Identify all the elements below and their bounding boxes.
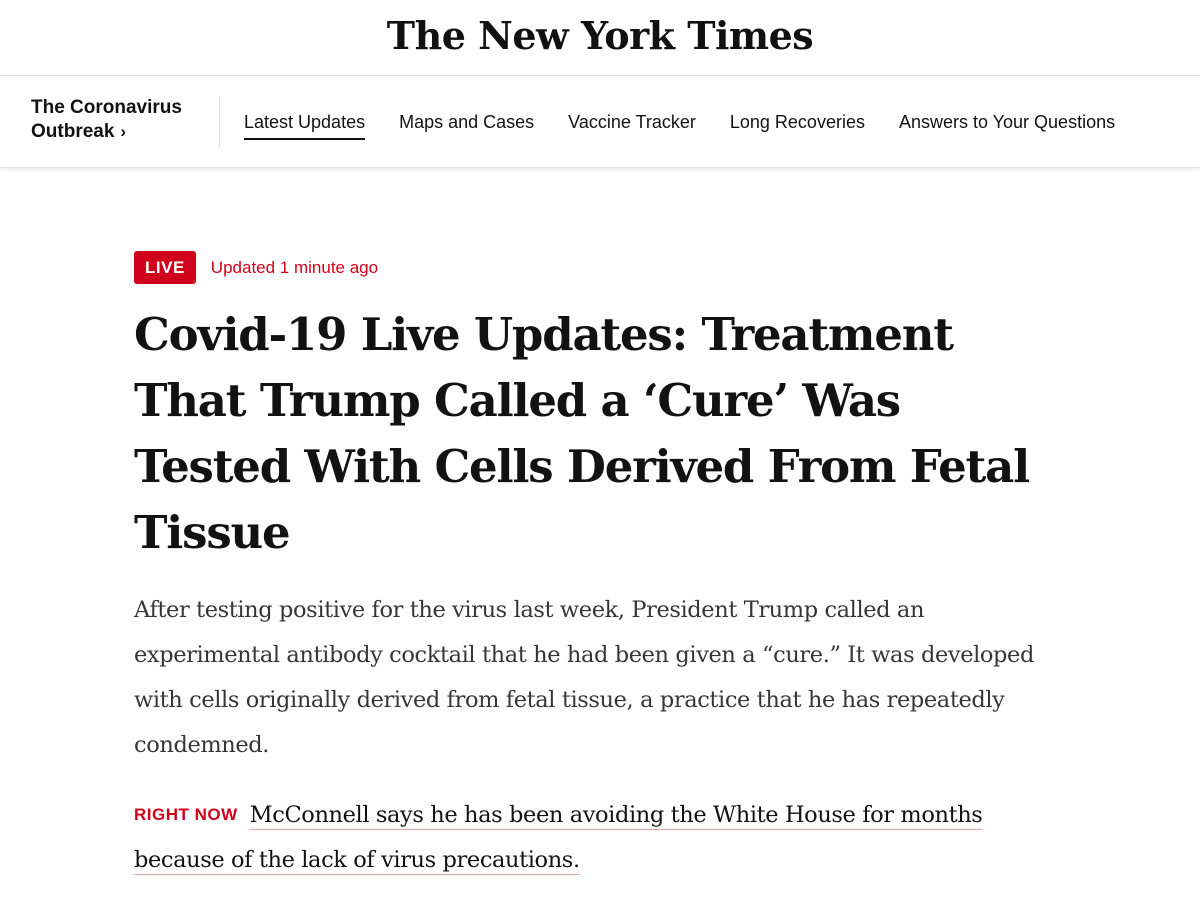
live-badge: LIVE [134, 251, 196, 284]
right-now-label: RIGHT NOW [134, 805, 238, 824]
tab-maps-and-cases[interactable]: Maps and Cases [399, 112, 535, 132]
tab-long-recoveries[interactable]: Long Recoveries [729, 112, 865, 132]
nav-divider [219, 96, 220, 148]
section-title-line2: Outbreak › [31, 121, 127, 142]
right-now-block [134, 792, 1034, 883]
chevron-right-icon: › [120, 122, 127, 141]
masthead [0, 0, 1200, 76]
section-title-link[interactable] [31, 96, 182, 144]
tab-vaccine-tracker[interactable]: Vaccine Tracker [568, 112, 696, 132]
section-title-line1: The Coronavirus [31, 97, 182, 118]
section-nav [0, 76, 1200, 168]
article-headline: Covid-19 Live Updates: Treatment That Trump Called a ‘Cure’ Was Tested With Cells Derived From Fetal Tissue [134, 308, 1029, 559]
updated-timestamp: Updated 1 minute ago [210, 257, 379, 277]
tab-answers-to-your-questions[interactable]: Answers to Your Questions [898, 112, 1116, 132]
section-tabs [244, 110, 1115, 140]
right-now-link[interactable]: McConnell says he has been avoiding the White House for months because of the lack of virus precautions. [134, 802, 983, 873]
article-summary: After testing positive for the virus last week, President Trump called an experimental antibody cocktail that he had been given a “cure.” It was developed with cells originally derived from fetal tissue, a practice that he has repeatedly condemned. [134, 597, 1034, 758]
tab-latest-updates[interactable]: Latest Updates [244, 110, 365, 140]
nyt-logo[interactable]: The New York Times [386, 13, 814, 58]
live-status-row [134, 251, 378, 284]
